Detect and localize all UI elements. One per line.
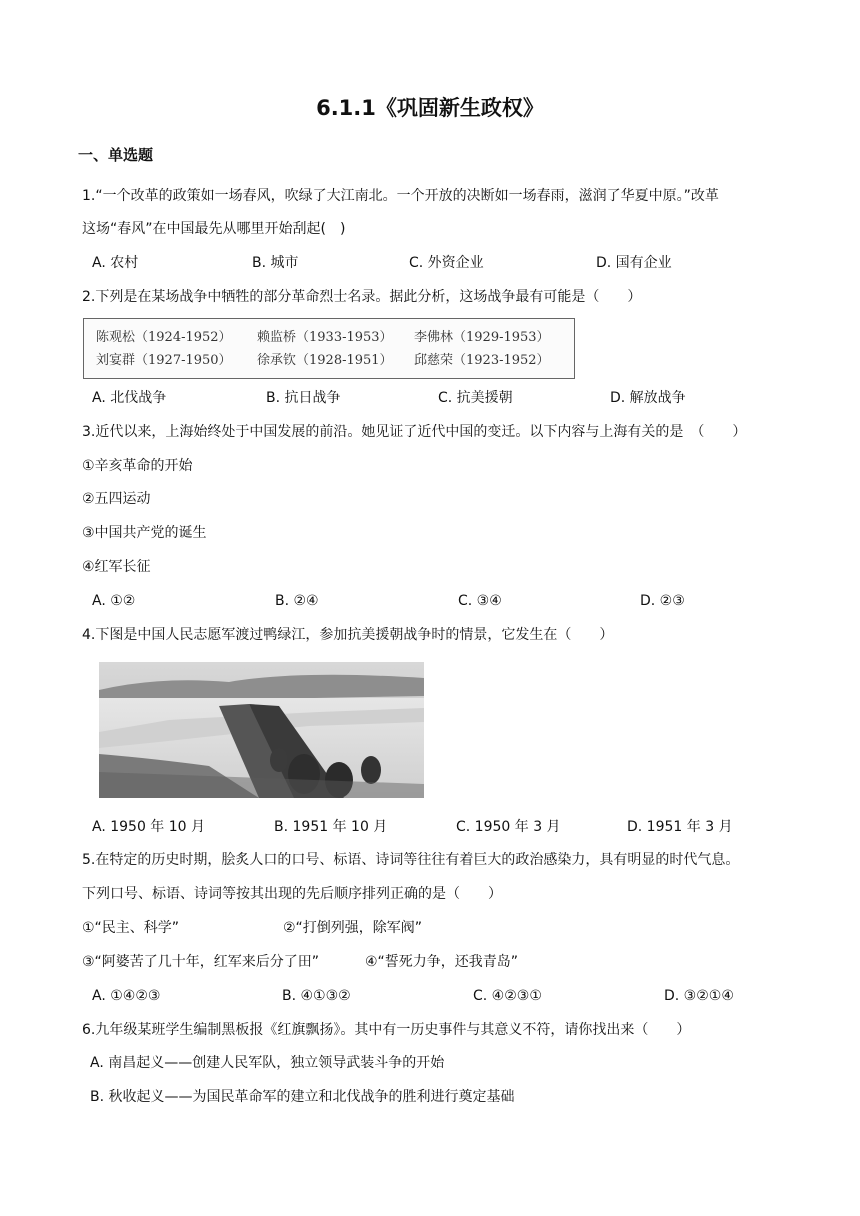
q3-option-b[interactable]: B. ②④ bbox=[275, 593, 319, 609]
q3-item-3: ③中国共产党的诞生 bbox=[82, 525, 207, 541]
q2-option-a[interactable]: A. 北伐战争 bbox=[92, 390, 167, 406]
q5-item-2: ②“打倒列强，除军阀” bbox=[283, 920, 423, 936]
q5-stem-line1: 5.在特定的历史时期，脍炙人口的口号、标语、诗词等往往有着巨大的政治感染力，具有明显的时代气息。 bbox=[82, 852, 740, 868]
martyr-name: 陈观松（1924-1952） bbox=[96, 330, 232, 345]
martyr-name: 刘宴群（1927-1950） bbox=[96, 353, 232, 368]
q1-option-d[interactable]: D. 国有企业 bbox=[596, 255, 672, 271]
q5-item-3: ③“阿婆苦了几十年，红军来后分了田” bbox=[82, 954, 320, 970]
martyr-name: 赖监桥（1933-1953） bbox=[257, 330, 393, 345]
q5-option-d[interactable]: D. ③②①④ bbox=[664, 988, 734, 1004]
q3-item-2: ②五四运动 bbox=[82, 491, 151, 507]
q2-stem: 2.下列是在某场战争中牺牲的部分革命烈士名录。据此分析，这场战争最有可能是（ ） bbox=[82, 289, 642, 305]
q4-option-c[interactable]: C. 1950 年 3 月 bbox=[456, 819, 561, 835]
q1-option-a[interactable]: A. 农村 bbox=[92, 255, 139, 271]
q4-option-a[interactable]: A. 1950 年 10 月 bbox=[92, 819, 206, 835]
martyr-name: 徐承钦（1928-1951） bbox=[257, 353, 393, 368]
q4-stem: 4.下图是中国人民志愿军渡过鸭绿江，参加抗美援朝战争时的情景，它发生在（ ） bbox=[82, 627, 614, 643]
q5-stem-line2: 下列口号、标语、诗词等按其出现的先后顺序排列正确的是（ ） bbox=[82, 886, 502, 902]
q6-option-b[interactable]: B. 秋收起义——为国民革命军的建立和北伐战争的胜利进行奠定基础 bbox=[90, 1089, 515, 1105]
q2-option-c[interactable]: C. 抗美援朝 bbox=[438, 390, 513, 406]
q4-option-d[interactable]: D. 1951 年 3 月 bbox=[627, 819, 733, 835]
page-title: 6.1.1《巩固新生政权》 bbox=[316, 96, 544, 120]
q1-option-c[interactable]: C. 外资企业 bbox=[409, 255, 484, 271]
q5-option-c[interactable]: C. ④②③① bbox=[473, 988, 542, 1004]
q5-option-b[interactable]: B. ④①③② bbox=[282, 988, 351, 1004]
q3-item-4: ④红军长征 bbox=[82, 559, 151, 575]
section-heading: 一、单选题 bbox=[78, 146, 154, 164]
q2-option-d[interactable]: D. 解放战争 bbox=[610, 390, 686, 406]
q4-option-b[interactable]: B. 1951 年 10 月 bbox=[274, 819, 388, 835]
q6-option-a[interactable]: A. 南昌起义——创建人民军队，独立领导武装斗争的开始 bbox=[90, 1055, 445, 1071]
martyr-name: 李佛林（1929-1953） bbox=[414, 330, 550, 345]
q2-option-b[interactable]: B. 抗日战争 bbox=[266, 390, 341, 406]
q1-stem-line2: 这场“春风”在中国最先从哪里开始刮起( ) bbox=[82, 221, 346, 237]
martyr-list-image bbox=[83, 318, 575, 379]
q5-option-a[interactable]: A. ①④②③ bbox=[92, 988, 161, 1004]
q3-stem: 3.近代以来，上海始终处于中国发展的前沿。她见证了近代中国的变迁。以下内容与上海有关的是 （ ） bbox=[82, 424, 747, 440]
yalu-river-crossing-photo bbox=[99, 662, 424, 798]
q3-item-1: ①辛亥革命的开始 bbox=[82, 458, 193, 474]
q6-stem: 6.九年级某班学生编制黑板报《红旗飘扬》。其中有一历史事件与其意义不符，请你找出来（ ） bbox=[82, 1022, 691, 1038]
q5-item-4: ④“誓死力争，还我青岛” bbox=[365, 954, 519, 970]
q1-option-b[interactable]: B. 城市 bbox=[252, 255, 299, 271]
martyr-name: 邱慈荣（1923-1952） bbox=[414, 353, 550, 368]
q1-stem-line1: 1.“一个改革的政策如一场春风，吹绿了大江南北。一个开放的决断如一场春雨，滋润了华夏中原。”改革 bbox=[82, 188, 719, 204]
q3-option-d[interactable]: D. ②③ bbox=[640, 593, 685, 609]
q5-item-1: ①“民主、科学” bbox=[82, 920, 180, 936]
q3-option-c[interactable]: C. ③④ bbox=[458, 593, 502, 609]
q3-option-a[interactable]: A. ①② bbox=[92, 593, 136, 609]
